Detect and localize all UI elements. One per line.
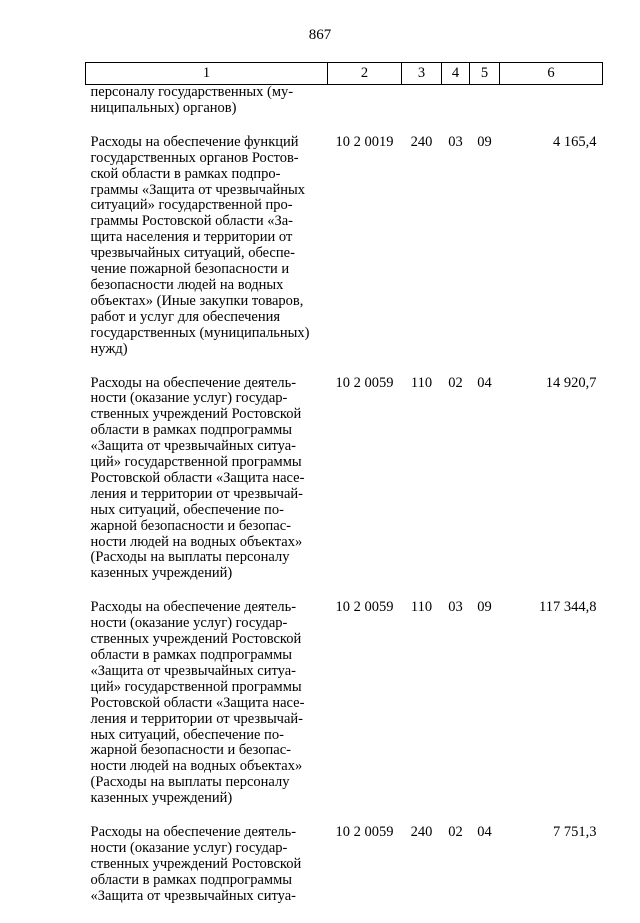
description-line: ности (оказание услуг) государ- xyxy=(90,390,288,407)
table-row xyxy=(86,135,603,376)
description-line: чрезвычайных ситуаций, обеспе- xyxy=(90,245,295,262)
description-line: ниципальных) органов) xyxy=(90,99,237,116)
description-line: работ и услуг для обеспечения xyxy=(90,308,281,325)
table-row xyxy=(86,600,603,825)
description-line: щита населения и территории от xyxy=(90,229,293,246)
section-code: 02 xyxy=(448,374,463,391)
description-line: ственных учреждений Ростовской xyxy=(90,631,302,648)
column-header-4: 4 xyxy=(442,63,470,85)
description-line: казенных учреждений) xyxy=(90,790,233,807)
description-line: ления и территории от чрезвычай- xyxy=(90,710,304,727)
column-header-5: 5 xyxy=(470,63,500,85)
budget-table xyxy=(85,62,603,923)
description-line: (Расходы на выплаты персоналу xyxy=(90,549,290,566)
description-line: ности людей на водных объектах» xyxy=(90,533,303,550)
description-line: жарной безопасности и безопас- xyxy=(90,517,291,534)
subsection-code: 04 xyxy=(477,374,492,391)
description-line: жарной безопасности и безопас- xyxy=(90,742,291,759)
description-line: Ростовской области «Защита насе- xyxy=(90,694,305,711)
description-line: ций» государственной программы xyxy=(90,454,302,471)
table-row xyxy=(86,376,603,601)
table-header-row xyxy=(86,63,603,85)
description-line: Ростовской области «Защита насе- xyxy=(90,469,305,486)
table-body xyxy=(86,85,603,923)
description-line: области в рамках подпрограммы xyxy=(90,871,293,888)
description-line: ситуаций» государственной про- xyxy=(90,197,293,214)
column-header-6: 6 xyxy=(500,63,603,85)
column-header-3: 3 xyxy=(402,63,442,85)
description-line: ственных учреждений Ростовской xyxy=(90,855,302,872)
description-line: Расходы на обеспечение деятель- xyxy=(90,599,297,616)
description-line: казенных учреждений) xyxy=(90,565,233,582)
row-description xyxy=(86,135,328,376)
description-line: государственных органов Ростов- xyxy=(90,149,299,166)
description-line: государственных (муниципальных) xyxy=(90,324,310,341)
description-line: нужд) xyxy=(90,340,128,357)
description-line: ных ситуаций, обеспечение по- xyxy=(90,726,284,743)
table-row xyxy=(86,825,603,923)
expense-type: 110 xyxy=(410,599,433,616)
description-line: ности людей на водных объектах» xyxy=(90,758,303,775)
description-line: чение пожарной безопасности и xyxy=(90,261,290,278)
amount: 7 751,3 xyxy=(553,824,597,841)
table-row-continued xyxy=(86,85,603,135)
subsection-code: 09 xyxy=(477,599,492,616)
expense-type: 110 xyxy=(410,374,433,391)
description-line: Расходы на обеспечение деятель- xyxy=(90,824,297,841)
target-code: 10 2 0019 xyxy=(335,133,394,150)
row-description xyxy=(86,376,328,601)
description-line: Расходы на обеспечение деятель- xyxy=(90,374,297,391)
description-line: области в рамках подпрограммы xyxy=(90,647,293,663)
description-line: граммы «Защита от чрезвычайных xyxy=(90,181,306,198)
amount: 117 344,8 xyxy=(539,599,597,616)
description-line: «Защита от чрезвычайных ситуа- xyxy=(90,887,296,904)
description-line: объектах» (Иные закупки товаров, xyxy=(90,292,304,309)
description-line: безопасности людей на водных xyxy=(90,276,284,293)
section-code: 03 xyxy=(448,133,463,150)
description-line: области в рамках подпрограммы xyxy=(90,422,293,439)
description-line: граммы Ростовской области «За- xyxy=(90,213,294,230)
description-line: ственных учреждений Ростовской xyxy=(90,406,302,423)
description-line: ных ситуаций, обеспечение по- xyxy=(90,501,284,518)
section-code: 02 xyxy=(448,824,463,841)
page-number: 867 xyxy=(308,27,332,43)
column-header-2: 2 xyxy=(328,63,402,85)
section-code: 03 xyxy=(448,599,463,616)
target-code: 10 2 0059 xyxy=(335,374,394,391)
target-code: 10 2 0059 xyxy=(335,599,394,616)
description-line: ления и территории от чрезвычай- xyxy=(90,485,304,502)
target-code: 10 2 0059 xyxy=(335,824,394,841)
description-line: ской области в рамках подпро- xyxy=(90,165,281,182)
row-description xyxy=(86,825,328,923)
expense-type: 240 xyxy=(410,824,433,841)
row-description xyxy=(86,600,328,825)
amount: 14 920,7 xyxy=(545,374,597,391)
description-line: «Защита от чрезвычайных ситуа- xyxy=(90,662,296,679)
description-line: ности (оказание услуг) государ- xyxy=(90,615,288,632)
description-line: Расходы на обеспечение функций xyxy=(90,133,299,150)
description-line: «Защита от чрезвычайных ситуа- xyxy=(90,438,296,455)
row-description xyxy=(86,85,328,135)
amount: 4 165,4 xyxy=(553,133,597,150)
subsection-code: 09 xyxy=(477,133,492,150)
column-header-1: 1 xyxy=(86,63,328,85)
description-line: (Расходы на выплаты персоналу xyxy=(90,774,290,791)
description-line: персоналу государственных (му- xyxy=(90,84,294,100)
description-line: ности (оказание услуг) государ- xyxy=(90,839,288,856)
expense-type: 240 xyxy=(410,133,433,150)
subsection-code: 04 xyxy=(477,824,492,841)
description-line: ций» государственной программы xyxy=(90,678,302,695)
